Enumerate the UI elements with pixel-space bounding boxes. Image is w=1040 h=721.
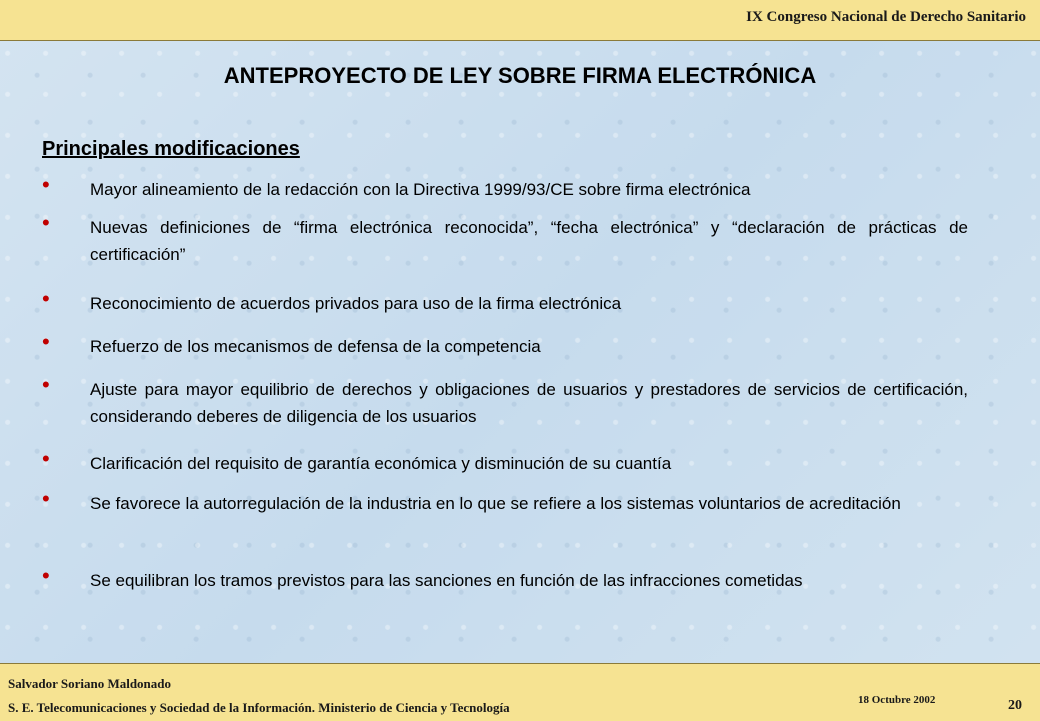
section-heading: Principales modificaciones [42, 138, 300, 160]
organization: S. E. Telecomunicaciones y Sociedad de la Información. Ministerio de Ciencia y Tecnología [8, 700, 510, 715]
list-item [42, 446, 968, 477]
bullet-text: Refuerzo de los mecanismos de defensa de la competencia [90, 337, 541, 356]
bullet-icon: • [42, 210, 50, 235]
bullet-text: Se favorece la autorregulación de la industria en lo que se refiere a los sistemas voluntarios de acreditación [90, 494, 901, 513]
presentation-date: 18 Octubre 2002 [858, 694, 936, 706]
bullet-text: Nuevas definiciones de “firma electrónica reconocida”, “fecha electrónica” y “declaración de prácticas de certificación” [90, 218, 968, 264]
bullet-icon: • [42, 486, 50, 511]
list-item [42, 172, 968, 203]
list-item [42, 329, 968, 360]
header-band [0, 0, 1040, 41]
page-number: 20 [1008, 698, 1022, 713]
bullet-icon: • [42, 329, 50, 354]
list-item [42, 486, 968, 517]
bullet-icon: • [42, 563, 50, 588]
list-item [42, 372, 968, 430]
bullet-text: Clarificación del requisito de garantía económica y disminución de su cuantía [90, 454, 672, 473]
bullet-text: Ajuste para mayor equilibrio de derechos y obligaciones de usuarios y prestadores de servicios de certificación, considerando deberes de diligencia de los usuarios [90, 380, 968, 426]
list-item [42, 563, 968, 594]
bullet-icon: • [42, 446, 50, 471]
bullet-text: Se equilibran los tramos previstos para las sanciones en función de las infracciones cometidas [90, 571, 803, 590]
list-item [42, 210, 968, 268]
bullet-icon: • [42, 372, 50, 397]
bullet-text: Reconocimiento de acuerdos privados para uso de la firma electrónica [90, 294, 622, 313]
bullet-icon: • [42, 286, 50, 311]
conference-title: IX Congreso Nacional de Derecho Sanitario [746, 9, 1026, 25]
slide-title: ANTEPROYECTO DE LEY SOBRE FIRMA ELECTRÓNICA [223, 63, 817, 88]
bullet-icon: • [42, 172, 50, 197]
footer-band [0, 663, 1040, 721]
bullet-text: Mayor alineamiento de la redacción con la Directiva 1999/93/CE sobre firma electrónica [90, 180, 751, 199]
list-item [42, 286, 968, 317]
author-name: Salvador Soriano Maldonado [8, 676, 172, 691]
